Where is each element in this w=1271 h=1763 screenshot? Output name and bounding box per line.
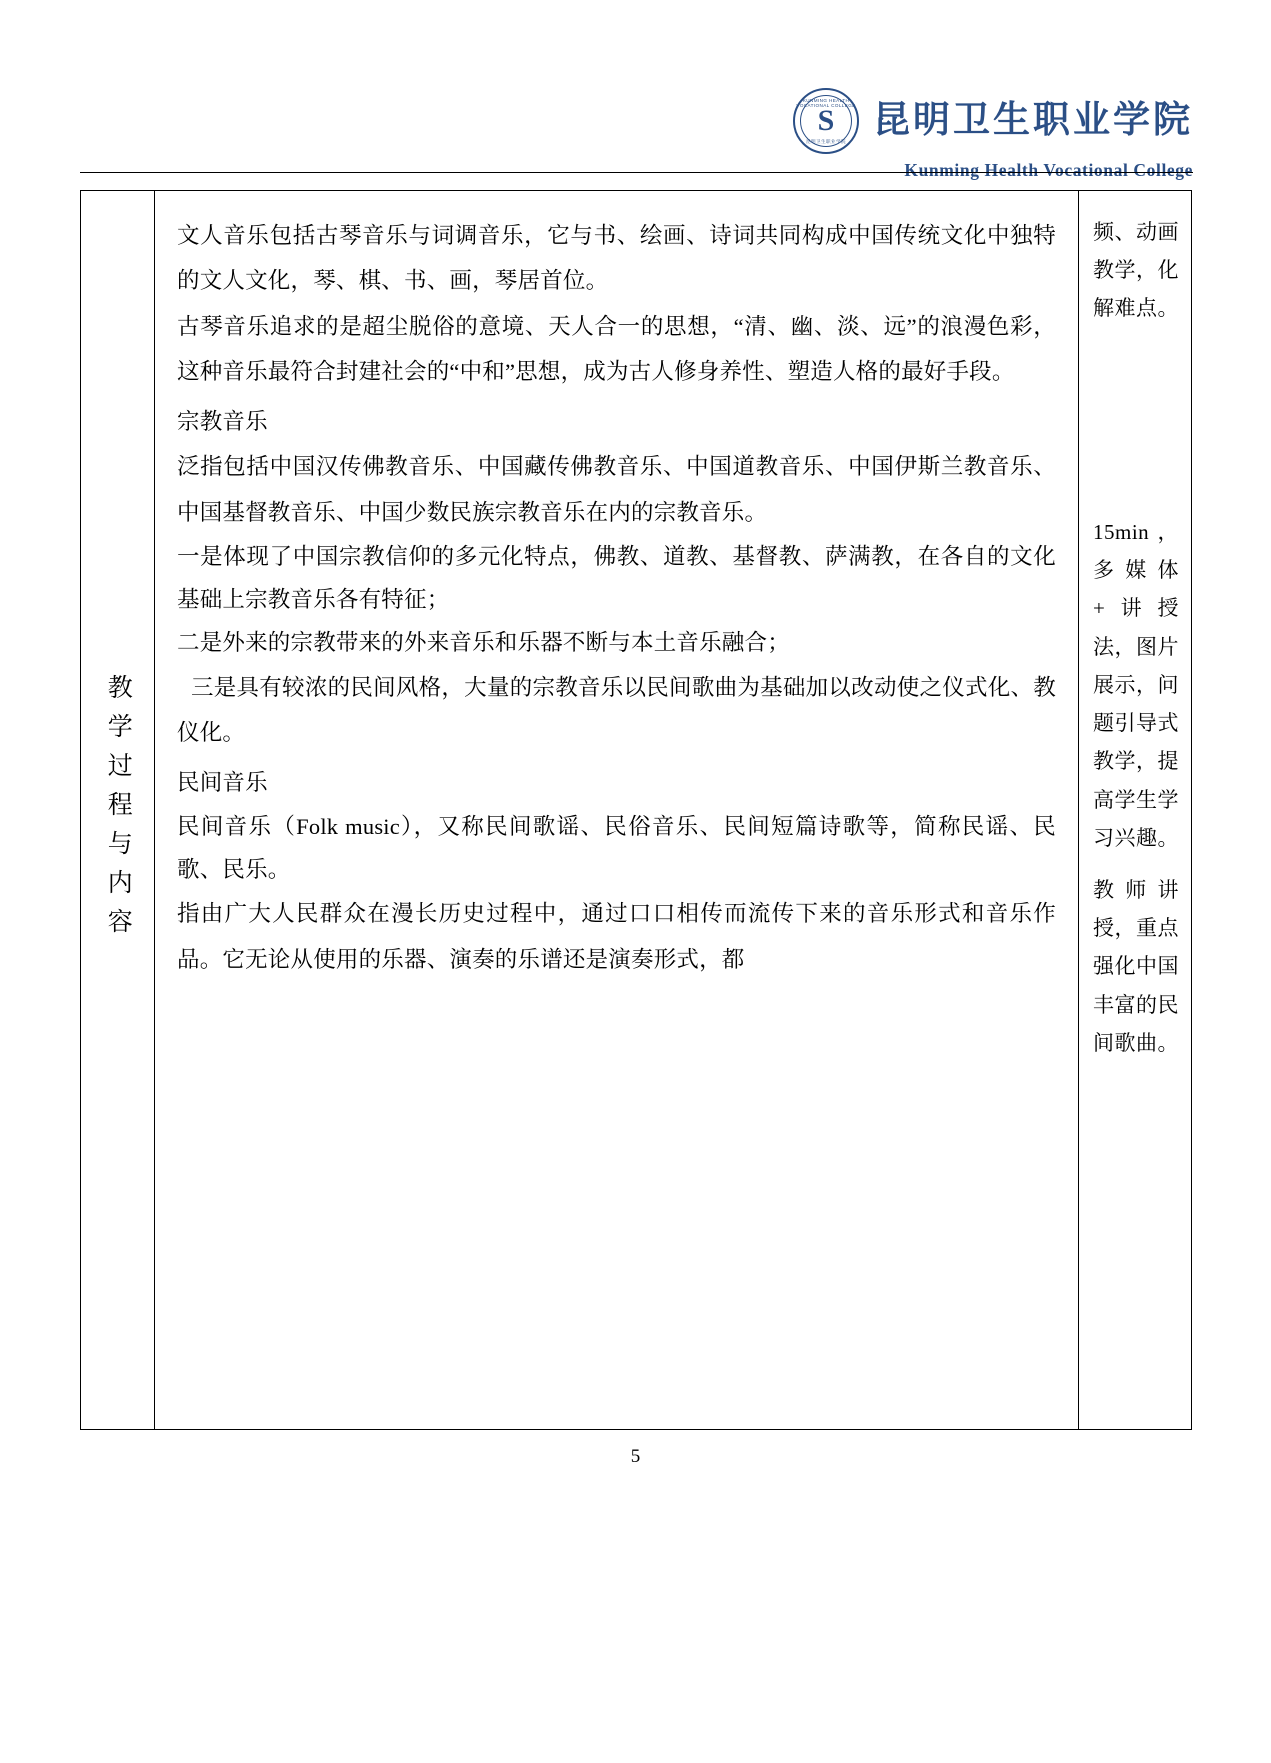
paragraph: 泛指包括中国汉传佛教音乐、中国藏传佛教音乐、中国道教音乐、中国伊斯兰教音乐、中国基督教音乐、中国少数民族宗教音乐在内的宗教音乐。: [177, 454, 1056, 525]
content-cell: [155, 191, 1079, 1429]
row-label-cell: [81, 191, 155, 1429]
section-heading: 民间音乐: [177, 769, 268, 795]
paragraph: 一是体现了中国宗教信仰的多元化特点，佛教、道教、基督教、萨满教，在各自的文化基础上宗教音乐各有特征；: [177, 544, 1056, 613]
paragraph: 指由广大人民群众在漫长历史过程中，通过口口相传而流传下来的音乐形式和音乐作品。它无论从使用的乐器、演奏的乐谱还是演奏形式，都: [177, 901, 1056, 972]
college-name-en: Kunming Health Vocational College: [904, 160, 1193, 180]
seal-arc-top-text: KUNMING HEALTH VOCATIONAL COLLEGE: [796, 98, 856, 108]
section-heading: 宗教音乐: [177, 408, 268, 434]
notes-second-subtext: 教师讲授，重点强化中国丰富的民间歌曲。: [1093, 877, 1179, 1055]
paragraph: 古琴音乐追求的是超尘脱俗的意境、天人合一的思想，“清、幽、淡、远”的浪漫色彩，这种音乐最符合封建社会的“中和”思想，成为古人修身养性、塑造人格的最好手段。: [177, 313, 1056, 385]
paragraph: 民间音乐（Folk music），又称民间歌谣、民俗音乐、民间短篇诗歌等，简称民谣、民歌、民乐。: [177, 813, 1056, 883]
notes-second-block: [1079, 513, 1191, 1062]
notes-top-text: 频、动画教学，化解难点。: [1093, 220, 1179, 321]
college-name-cn: 昆明卫生职业学院: [873, 99, 1193, 141]
notes-second-text: 15min，多媒体+讲授法，图片展示，问题引导式教学，提高学生学习兴趣。: [1093, 520, 1179, 850]
paragraph: 二是外来的宗教带来的外来音乐和乐器不断与本土音乐融合；: [177, 630, 790, 656]
notes-cell: [1079, 191, 1191, 1429]
seal-arc-bottom-text: 昆明卫生职业学院: [806, 139, 846, 144]
college-seal-icon: [793, 88, 859, 154]
paragraph: 文人音乐包括古琴音乐与词调音乐，它与书、绘画、诗词共同构成中国传统文化中独特的文人文化，琴、棋、书、画，琴居首位。: [177, 223, 1056, 294]
paragraph: 三是具有较浓的民间风格，大量的宗教音乐以民间歌曲为基础加以改动使之仪式化、教仪化。: [177, 674, 1056, 746]
seal-letter: S: [817, 104, 835, 137]
page-number: 5: [630, 1446, 641, 1467]
header-divider: [80, 172, 1193, 173]
row-label-text: 教学过程与内容: [104, 673, 132, 947]
logo-row: [793, 88, 1193, 154]
college-letterhead: [793, 88, 1193, 181]
lesson-plan-table: [80, 190, 1192, 1430]
